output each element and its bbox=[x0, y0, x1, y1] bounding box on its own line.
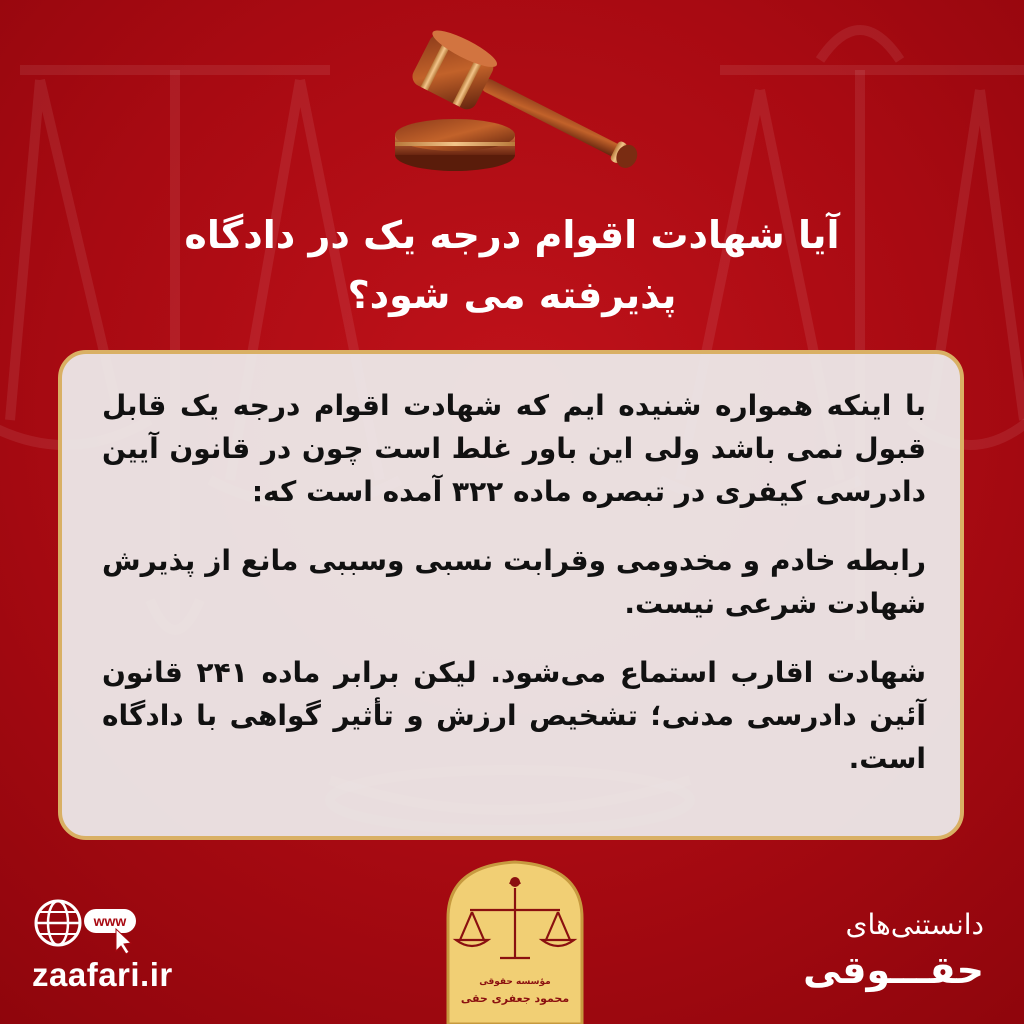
brand-line-1: دانستنی‌های bbox=[845, 908, 984, 941]
globe-www-icon bbox=[32, 895, 142, 955]
content-paragraph-1: با اینکه همواره شنیده ایم که شهادت اقوام درجه یک قابل قبول نمی باشد ولی این باور غلط است چون در قانون آیین دادرسی کیفری در تبصره ماده ۳۲۲ آمده است که: bbox=[102, 389, 926, 508]
web-badge-text: www bbox=[93, 913, 127, 929]
website-link[interactable]: zaafari.ir bbox=[32, 956, 173, 993]
logo-text-top: مؤسسه حقوقی bbox=[479, 977, 551, 987]
brand-title bbox=[804, 905, 984, 995]
gavel-icon bbox=[380, 20, 660, 190]
justice-scale-logo bbox=[440, 858, 590, 1024]
content-card bbox=[58, 350, 964, 840]
title-line-2: پذیرفته می شود؟ bbox=[347, 273, 677, 317]
logo-text-bottom: محمود جعفری حقی bbox=[460, 992, 570, 1005]
brand-line-2: حقـــوقی bbox=[803, 948, 984, 992]
content-paragraph-2: رابطه خادم و مخدومی وقرابت نسبی وسببی مانع از پذیرش شهادت شرعی نیست. bbox=[102, 544, 926, 620]
title-line-1: آیا شهادت اقوام درجه یک در دادگاه bbox=[184, 213, 840, 257]
page-title bbox=[80, 205, 944, 325]
content-paragraph-3: شهادت اقارب استماع می‌شود. لیکن برابر ماده ۲۴۱ قانون آئین دادرسی مدنی؛ تشخیص ارزش و تأثیر گواهی با دادگاه است. bbox=[102, 656, 927, 775]
